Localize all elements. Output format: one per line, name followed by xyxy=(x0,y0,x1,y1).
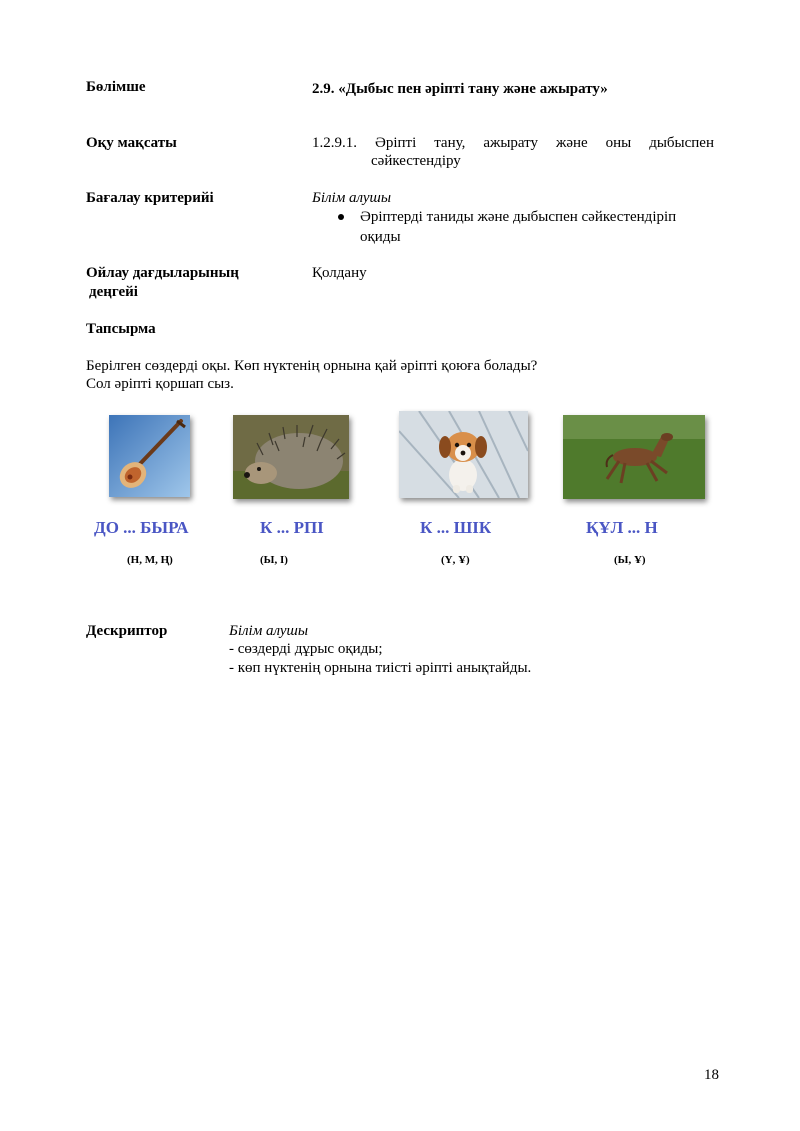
goal-label: Оқу мақсаты xyxy=(86,135,177,151)
word-kulyn: ҚҰЛ ... Н xyxy=(586,518,658,537)
options-kirpi: (Ы, І) xyxy=(260,554,288,566)
hedgehog-picture xyxy=(233,415,349,499)
options-kulyn: (Ы, Ұ) xyxy=(614,554,646,566)
section-value: 2.9. «Дыбыс пен әріпті тану және ажырату» xyxy=(312,81,608,97)
options-kushik: (Ү, Ұ) xyxy=(441,554,470,566)
goal-line2: сәйкестендіру xyxy=(371,153,461,169)
goal-line1: Әріпті тану, ажырату және оны дыбыспен xyxy=(375,135,714,151)
page-number: 18 xyxy=(704,1067,719,1083)
puppy-picture xyxy=(399,411,528,498)
task-line2: Сол әріпті қоршап сыз. xyxy=(86,376,234,392)
options-dombyra: (Н, М, Ң) xyxy=(127,554,173,566)
level-value: Қолдану xyxy=(312,265,367,281)
level-label-line1: Ойлау дағдыларының xyxy=(86,265,239,281)
task-title: Тапсырма xyxy=(86,321,156,337)
bullet-dot-icon xyxy=(338,214,344,220)
dombyra-picture xyxy=(109,415,190,497)
section-label: Бөлімше xyxy=(86,79,146,95)
foal-picture xyxy=(563,415,705,499)
word-kirpi: К ... РПІ xyxy=(260,518,324,537)
descriptor-label: Дескриптор xyxy=(86,623,168,639)
word-kushik: К ... ШІК xyxy=(420,518,492,537)
descriptor-line2: - көп нүктенің орнына тиісті әріпті анықтайды. xyxy=(229,660,532,676)
goal-code: 1.2.9.1. xyxy=(312,135,357,151)
descriptor-line1: - сөздерді дұрыс оқиды; xyxy=(229,641,383,657)
criteria-intro: Білім алушы xyxy=(312,190,392,206)
level-label-line2: деңгейі xyxy=(89,284,138,300)
word-dombyra: ДО ... БЫРА xyxy=(94,518,189,537)
descriptor-intro: Білім алушы xyxy=(229,623,309,639)
criteria-label: Бағалау критерийі xyxy=(86,190,214,206)
criteria-bullet-line1: Әріптерді таниды және дыбыспен сәйкестендіріп xyxy=(360,209,677,225)
criteria-bullet-line2: оқиды xyxy=(360,229,401,245)
task-line1: Берілген сөздерді оқы. Көп нүктенің орнына қай әріпті қоюға болады? xyxy=(86,358,538,374)
